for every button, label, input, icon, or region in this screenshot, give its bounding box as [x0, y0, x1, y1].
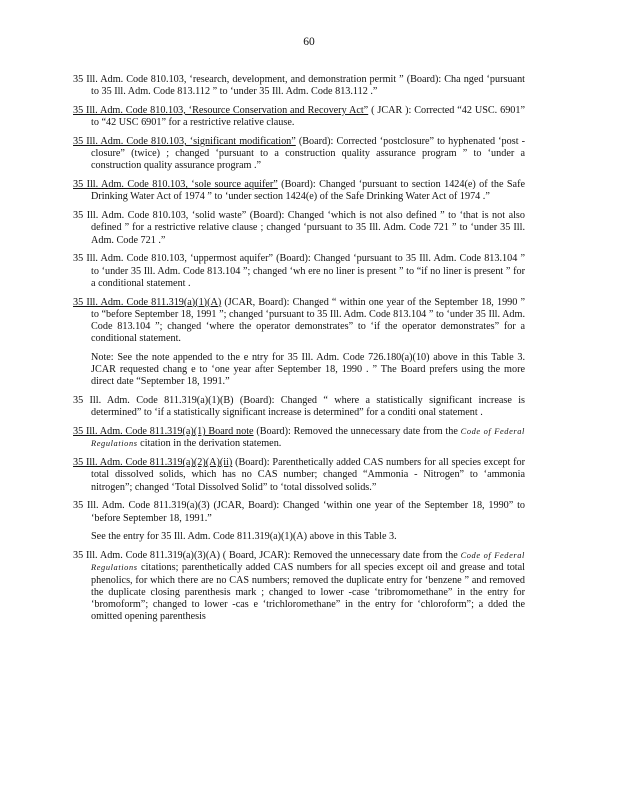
- cfr-title: Code of Federal Regulations: [91, 551, 525, 573]
- entry-see-also-note: See the entry for 35 Ill. Adm. Code 811.319(a)(1)(A) above in this Table 3.: [91, 531, 397, 543]
- entry-note-726-180: Note: See the note appended to the e ntry for 35 Ill. Adm. Code 726.180(a)(10) above in this Table 3. JCAR requested chang e to ‘one year after September 18, 1990 . ” The Board prefers using the more direct date “September 18, 1991.”: [91, 352, 525, 388]
- entry-citation: 35 Ill. Adm. Code 810.103, ‘significant modification”: [73, 136, 296, 147]
- entry-811-319-a-2-A-ii: [73, 457, 525, 494]
- entry-text: (JCAR, Board): Changed “ within one year of the September 18, 1990 ” to “before September 18, 1991 ”; changed ‘pursuant to 35 Ill. Adm. Code 813.104 ” to ‘under 35 Ill. Adm. Code 813.104 ”; changed ‘where the operator demonstrates” to ‘if the operator demonstrates” for a conditional statement.: [91, 296, 526, 345]
- entry-text: 35 Ill. Adm. Code 811.319(a)(3) (JCAR, Board): Changed ‘within one year of the September 18, 1990” to ‘before September 18, 1991.”: [73, 500, 525, 524]
- entry-text: (Board): Corrected ‘postclosure” to hyphenated ‘post -closure” (twice) ; changed ‘pursuant to a construction quality assurance program ” to ‘under a construction quality assurance program .”: [91, 136, 525, 172]
- entry-811-319-a-1-board-note: [73, 426, 525, 450]
- entry-811-319-a-1-A: [73, 297, 525, 346]
- entry-811-319-a-1-B: [73, 395, 525, 419]
- entry-text: 35 Ill. Adm. Code 810.103, ‘solid waste” (Board): Changed ‘which is not also defined ” to ‘that is not also defined ” for a restrictive relative clause ; changed ‘pursuant to 35 Ill. Adm. Code 721 ” to ‘under 35 Ill. Adm. Code 721 .”: [73, 210, 525, 246]
- entry-810-103-significant-modification: [73, 136, 525, 173]
- entry-810-103-research-permit: [73, 74, 525, 98]
- entry-810-103-sole-source-aquifer: [73, 179, 525, 203]
- entry-810-103-rcra: [73, 105, 525, 129]
- entry-text: (Board): Changed ‘pursuant to section 1424(e) of the Safe Drinking Water Act of 1974 ” to ‘under section 1424(e) of the Safe Drinking Water Act of 1974 .”: [91, 179, 525, 203]
- entry-citation: 35 Ill. Adm. Code 810.103, ‘Resource Conservation and Recovery Act”: [73, 105, 369, 116]
- entry-811-319-a-3-A: [73, 550, 525, 623]
- entry-810-103-solid-waste: [73, 210, 525, 247]
- entry-text: (Board): Parenthetically added CAS numbers for all species except for total dissolved solids, which has no CAS number; changed “Ammonia - Nitrogen” to ‘ammonia nitrogen”; changed ‘Total Dissolved Solid” to ‘total dissolved solids.”: [91, 457, 526, 493]
- entry-text: (Board): Removed the unnecessary date from the: [253, 426, 461, 438]
- entry-citation: 35 Ill. Adm. Code 811.319(a)(1)(A): [73, 296, 222, 308]
- entry-text: 35 Ill. Adm. Code 811.319(a)(3)(A) ( Board, JCAR): Removed the unnecessary date from the: [73, 550, 461, 562]
- entry-citation: 35 Ill. Adm. Code 810.103, ‘sole source aquifer”: [73, 179, 278, 191]
- cfr-title: Code of Federal Regulations: [91, 427, 525, 449]
- entry-text: citation in the derivation statemen.: [137, 438, 282, 450]
- entry-text: 35 Ill. Adm. Code 810.103, ‘research, development, and demonstration permit ” (Board): Cha nged ‘pursuant to 35 Ill. Adm. Code 813.112 ” to ‘under 35 Ill. Adm. Code 813.112 .”: [73, 74, 525, 98]
- table-3-entries: [73, 74, 525, 630]
- entry-text: ( JCAR ): Corrected “42 USC. 6901” to “42 USC 6901” for a restrictive relative clause.: [91, 105, 525, 129]
- entry-811-319-a-3: [73, 500, 525, 524]
- entry-citation: 35 Ill. Adm. Code 811.319(a)(2)(A)(ii): [73, 457, 233, 469]
- entry-text: citations; parenthetically added CAS numbers for all species except oil and grease and total phenolics, for which there are no CAS numbers; removed the duplicate entry for ‘benzene ” and removed the duplicate closing parenthesis mark ; changed to lower -case ‘tribromomethane” in the entry for ‘bromoform”; changed to lower -cas e ‘trichloromethane” in the entry for ‘chloroform”; a dded the omitted opening parenthesis: [91, 562, 525, 623]
- page-number: 60: [303, 36, 315, 48]
- entry-text: 35 Ill. Adm. Code 811.319(a)(1)(B) (Board): Changed “ where a statistically significant increase is determined” to ‘if a statistically significant increase is determined” for a conditi onal statement .: [73, 395, 525, 419]
- entry-citation: 35 Ill. Adm. Code 811.319(a)(1) Board note: [73, 426, 254, 438]
- entry-text: 35 Ill. Adm. Code 810.103, ‘uppermost aquifer” (Board): Changed ‘pursuant to 35 Ill. Adm. Code 813.104 ” to ‘under 35 Ill. Adm. Code 813.104 ”; changed ‘wh ere no liner is present ” to “if no liner is present ” for a conditional statement .: [73, 253, 525, 289]
- entry-810-103-uppermost-aquifer: [73, 253, 525, 290]
